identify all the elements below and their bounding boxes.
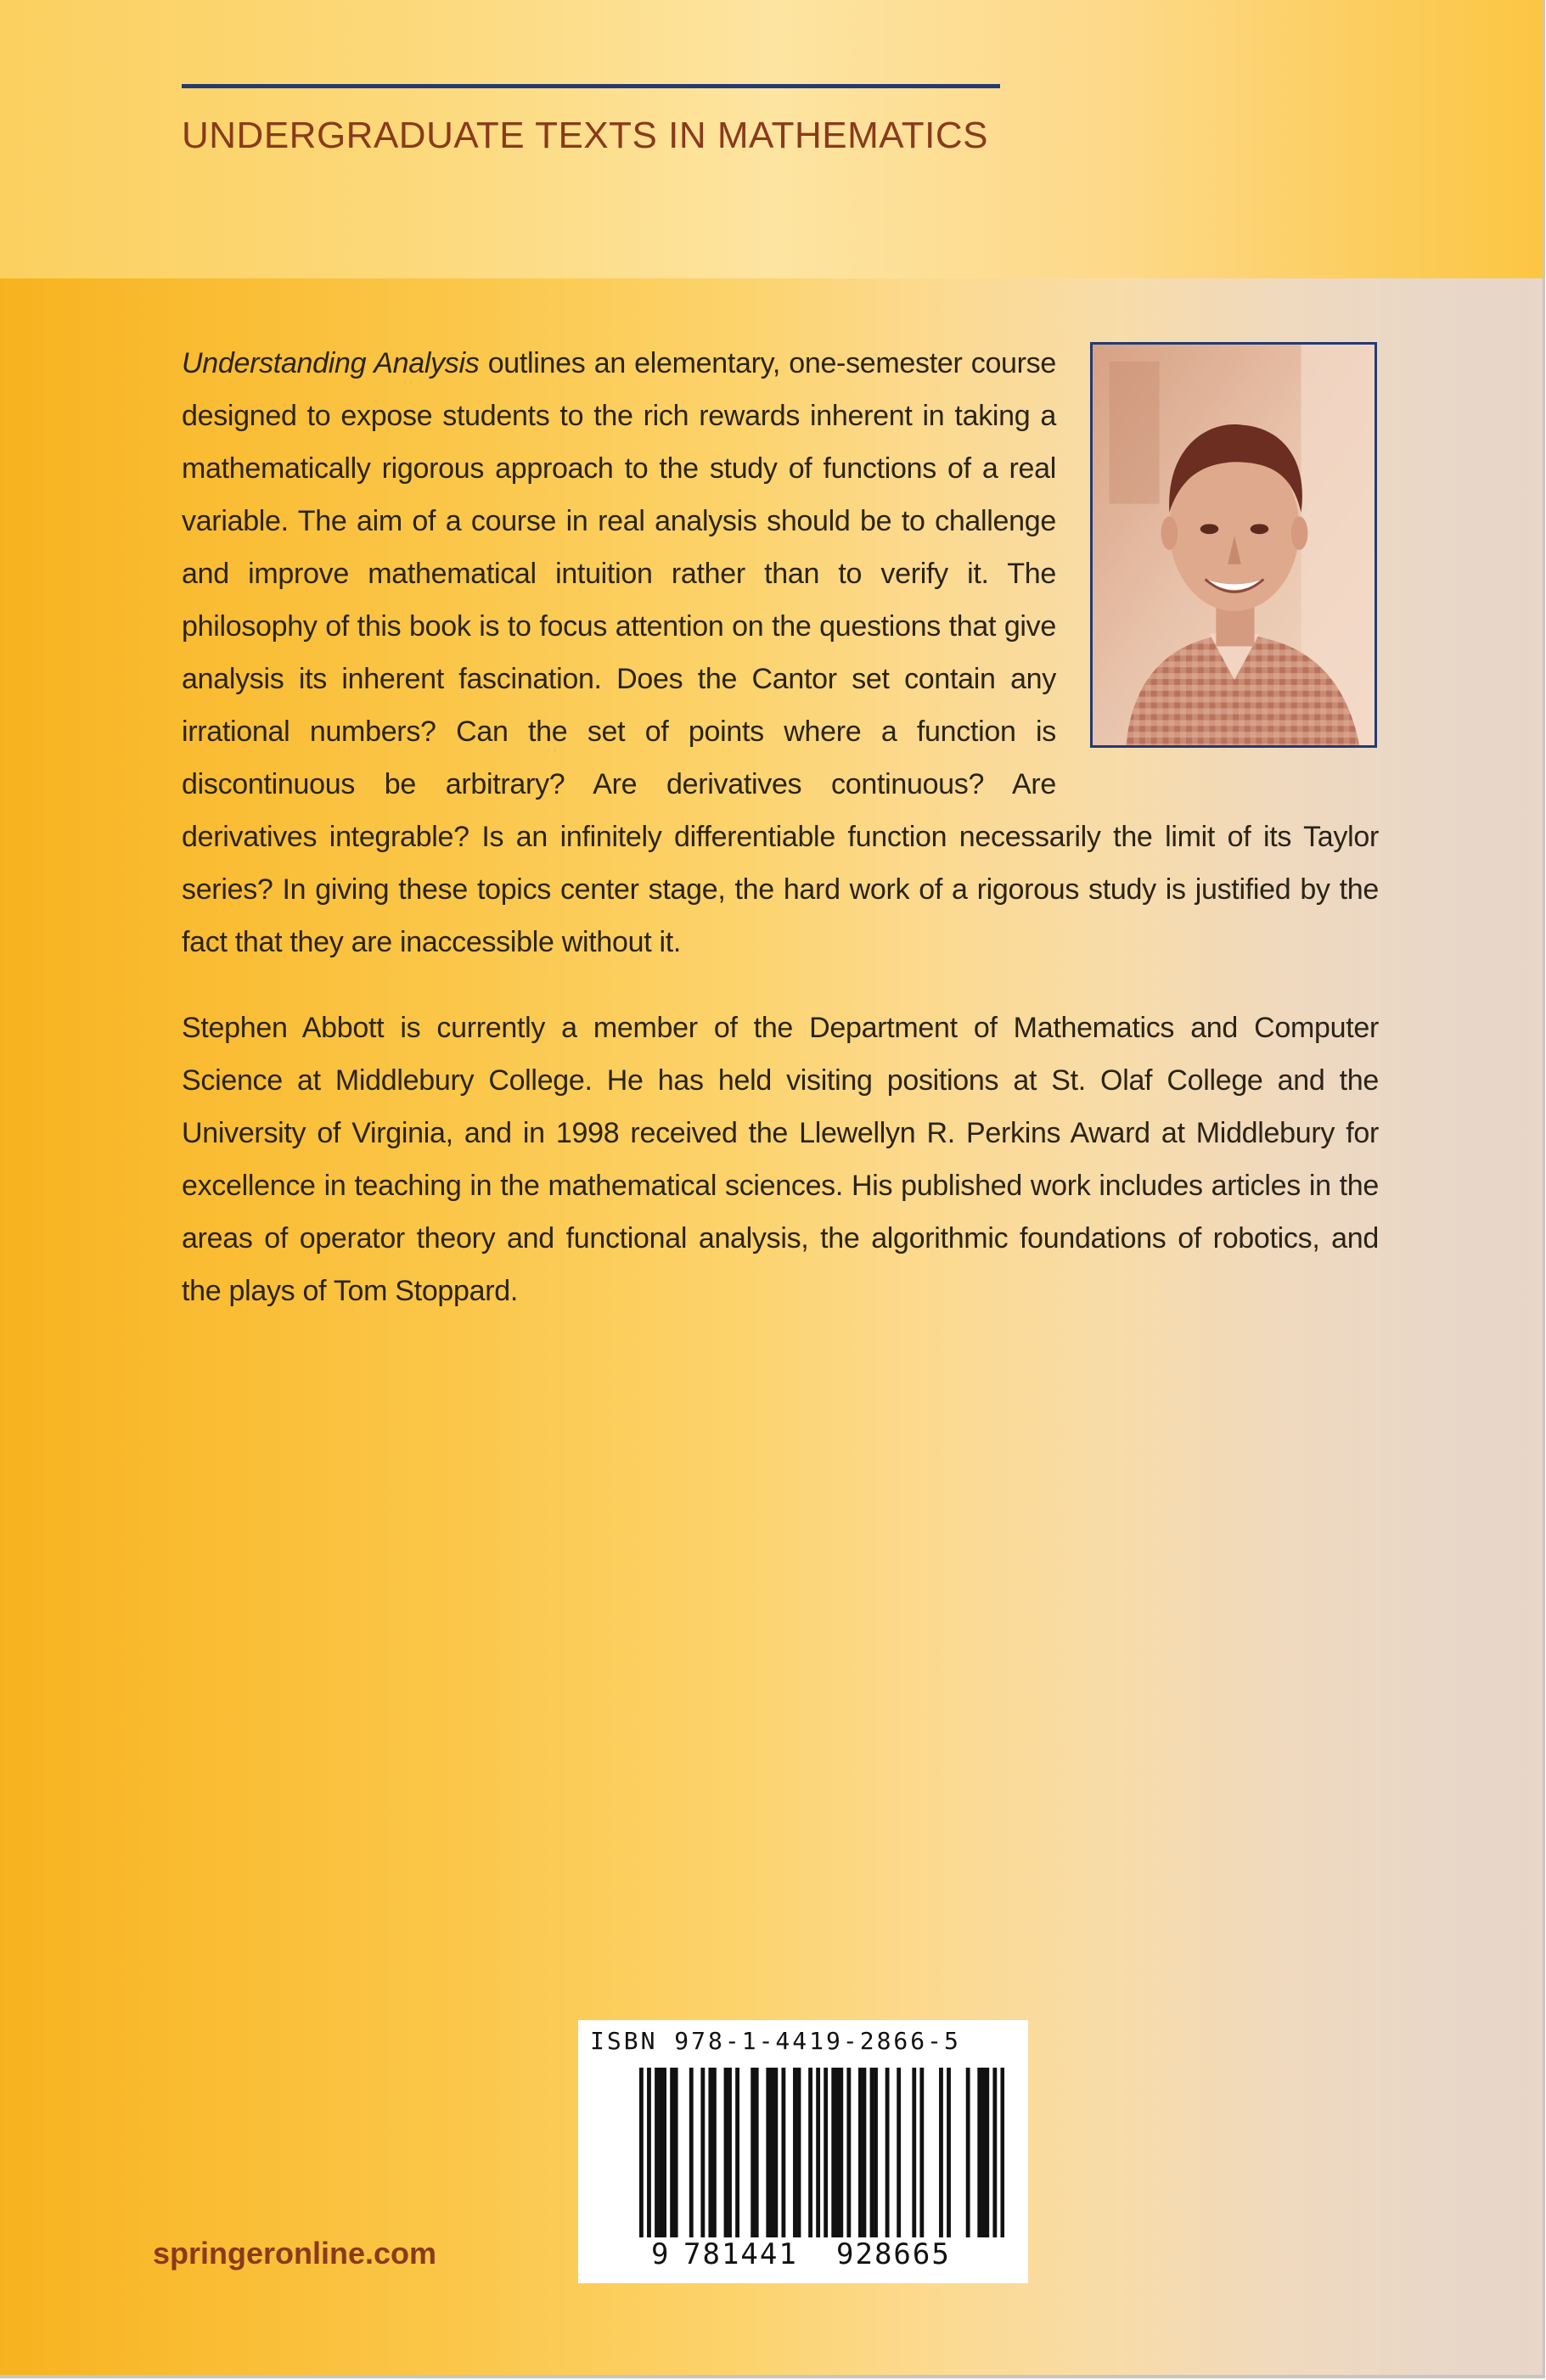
barcode-bars xyxy=(639,2068,1004,2237)
barcode-bar xyxy=(751,2068,755,2237)
barcode-bar xyxy=(712,2068,717,2237)
barcode-bar xyxy=(728,2068,732,2237)
barcode-bar xyxy=(835,2068,840,2237)
author-bio: Stephen Abbott is currently a member of the Department of Mathematics and Computer Science at Middlebury College. He has held visiting positions at St. Olaf College and the University of Virginia, and in 1998 received the Llewellyn R. Perkins Award at Middlebury for excellence in teaching in the mathematical sciences. His published work includes articles in the areas of operator theory and functional analysis, the algorithmic foundations of robotics, and the plays of Tom Stoppard. xyxy=(182,1012,1379,1307)
barcode-bar xyxy=(773,2068,778,2237)
barcode-lead-digit: 9 xyxy=(651,2237,669,2271)
series-rule xyxy=(182,84,1000,88)
barcode-bar xyxy=(781,2068,785,2237)
barcode-graphic xyxy=(639,2068,1004,2237)
book-description xyxy=(182,337,1379,968)
barcode-bar xyxy=(766,2068,770,2237)
barcode-bar xyxy=(863,2068,867,2237)
barcode-bar xyxy=(659,2068,663,2237)
author-photo xyxy=(1090,342,1377,748)
barcode-bar xyxy=(919,2068,924,2237)
barcode-bar xyxy=(735,2068,739,2237)
barcode-bar xyxy=(992,2068,997,2237)
author-photo-frame xyxy=(1090,342,1379,749)
book-title-italic: Understanding Analysis xyxy=(182,347,480,379)
barcode-bar xyxy=(816,2068,820,2237)
barcode-bar xyxy=(858,2068,863,2237)
publisher-website: springeronline.com xyxy=(153,2236,437,2271)
barcode-bar xyxy=(689,2068,694,2237)
barcode-bar xyxy=(947,2068,951,2237)
series-title: UNDERGRADUATE TEXTS IN MATHEMATICS xyxy=(182,115,989,156)
barcode-bar xyxy=(674,2068,678,2237)
barcode-bar xyxy=(793,2068,797,2237)
author-portrait-image xyxy=(1093,345,1375,745)
barcode-bar xyxy=(912,2068,916,2237)
barcode-bar xyxy=(977,2068,981,2237)
barcode-bar xyxy=(885,2068,890,2237)
barcode-bar xyxy=(708,2068,712,2237)
barcode-bar xyxy=(1000,2068,1004,2237)
barcode-bar xyxy=(700,2068,705,2237)
barcode-bar xyxy=(985,2068,989,2237)
barcode-bar xyxy=(647,2068,651,2237)
barcode-bar xyxy=(639,2068,644,2237)
barcode-bar xyxy=(724,2068,728,2237)
barcode-bar xyxy=(655,2068,659,2237)
isbn-barcode xyxy=(578,2020,1028,2283)
barcode-bar xyxy=(831,2068,835,2237)
barcode-bar xyxy=(839,2068,843,2237)
barcode-bar xyxy=(770,2068,774,2237)
barcode-bar xyxy=(981,2068,986,2237)
barcode-bar xyxy=(870,2068,874,2237)
isbn-label: ISBN 978-1-4419-2866-5 xyxy=(590,2027,961,2055)
barcode-bar xyxy=(797,2068,801,2237)
barcode-bar xyxy=(662,2068,666,2237)
barcode-bar xyxy=(846,2068,851,2237)
book-description-text: outlines an elementary, one-semester course designed to expose students to the rich rewards inherent in taking a mathematically rigorous approach to the study of functions of a real variable. The aim of a course in real analysis should be to challenge and improve mathematical intuition rather than to verify it. The philosophy of this book is to focus attention on the questions that give analysis its inherent fascination. Does the Cantor set contain any irrational numbers? Can the set of points where a function is discontinuous be arbitrary? Are derivatives continuous? Are derivatives integrable? Is an infinitely differentiable function necessarily the limit of its Taylor series? In giving these topics center stage, the hard work of a rigorous study is justified by the fact that they are inaccessible without it. xyxy=(182,347,1379,958)
barcode-right-digits: 928665 xyxy=(836,2237,951,2271)
barcode-bar xyxy=(966,2068,970,2237)
barcode-bar xyxy=(824,2068,828,2237)
barcode-left-digits: 781441 xyxy=(683,2237,798,2271)
barcode-bar xyxy=(939,2068,943,2237)
barcode-bar xyxy=(874,2068,878,2237)
barcode-bar xyxy=(897,2068,901,2237)
barcode-bar xyxy=(808,2068,812,2237)
barcode-bar xyxy=(755,2068,759,2237)
barcode-bar xyxy=(670,2068,674,2237)
